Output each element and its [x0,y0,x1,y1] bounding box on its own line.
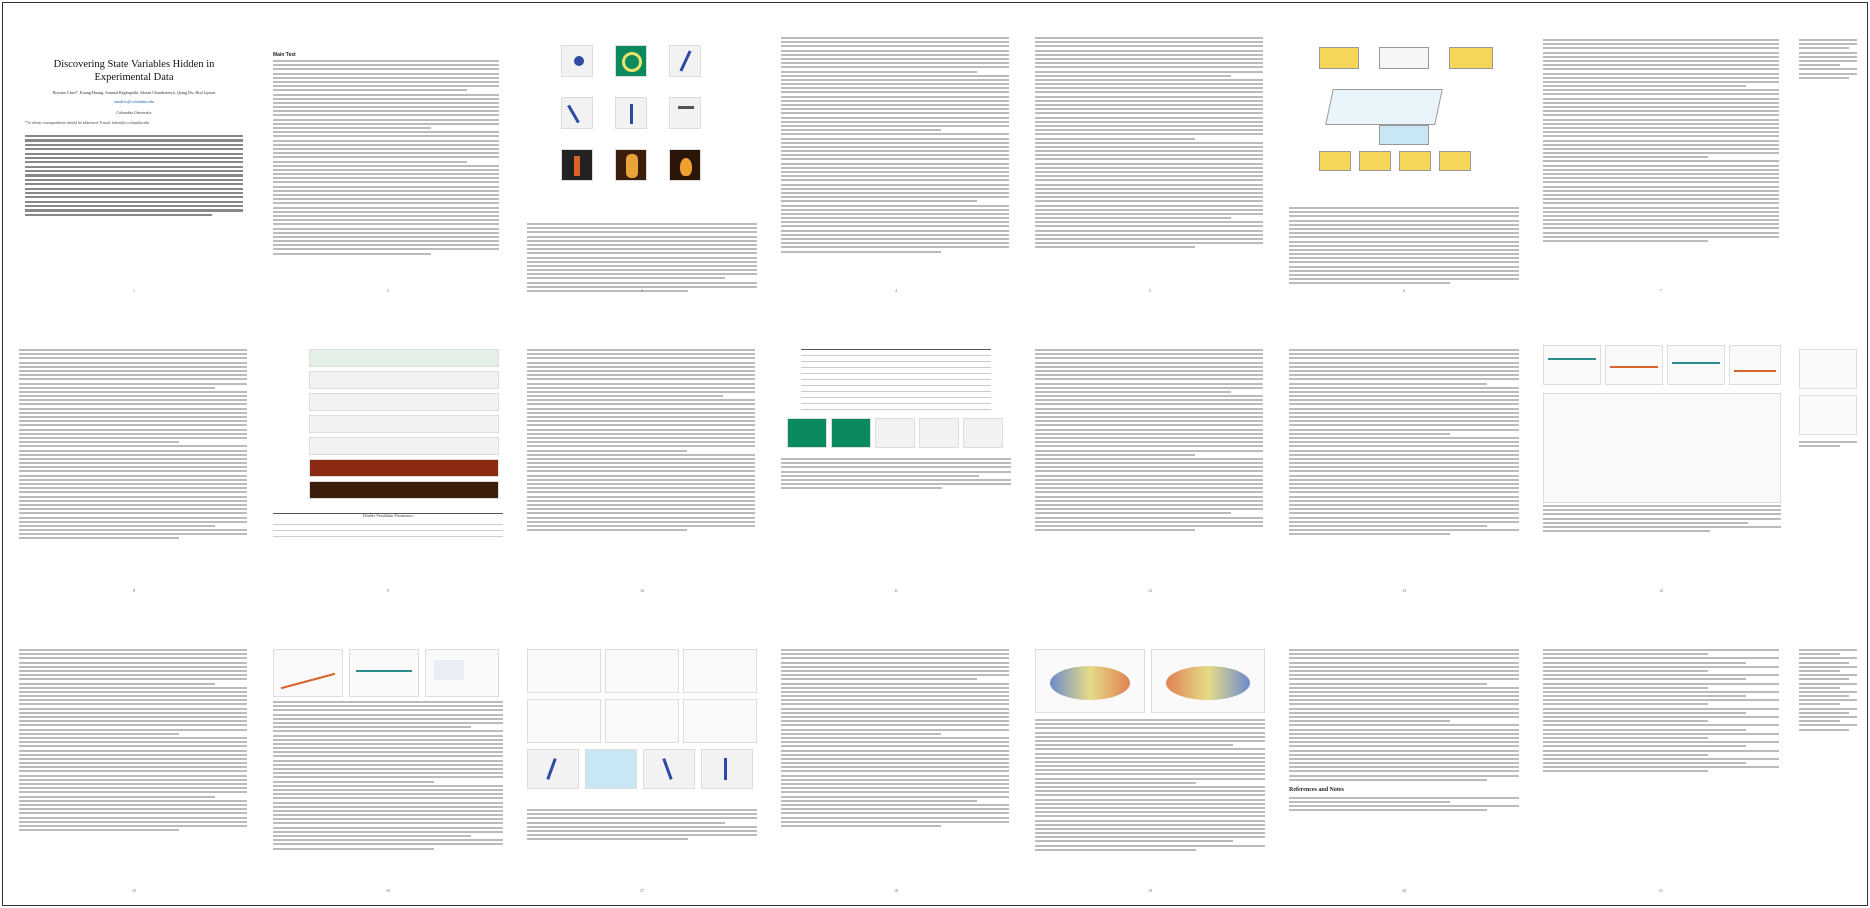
image-strip [781,418,1011,458]
page-number: 21 [1659,888,1663,893]
figure-panel-single-pendulum [669,45,701,77]
figure-caption [527,223,757,292]
page-3 [519,9,765,299]
figure-panel-double-pendulum [561,97,593,129]
page-number: 9 [387,588,389,593]
page-number: 4 [895,288,897,293]
page-21 [1535,609,1787,899]
page-15 [11,609,257,899]
page-edge-row2 [1795,309,1861,599]
page-number: 20 [1402,888,1406,893]
page-number: 17 [640,888,644,893]
figure-panel-pendulum [561,45,593,77]
page-number: 8 [133,588,135,593]
page-1 [11,9,257,299]
page-22 [1795,609,1861,899]
page-number: 2 [387,288,389,293]
page-edge-row1 [1795,9,1861,299]
figure-panel-swing [669,97,701,129]
page-13 [1281,309,1527,599]
references-heading: References and Notes [1289,786,1344,793]
page-19 [1027,609,1273,899]
page-2 [265,9,511,299]
page-number: 16 [386,888,390,893]
paper-title: Discovering State Variables Hidden in Experimental Data [53,59,215,83]
table-title: Double Pendulum Parameters [362,513,413,518]
page-10 [519,309,765,599]
figure-2-table [273,513,503,537]
figure-panel-air-dancer [561,149,593,181]
page-20 [1281,609,1527,899]
page-number: 1 [133,288,135,293]
page-17 [519,609,765,899]
page-11 [773,309,1019,599]
architecture-diagram [1289,39,1519,189]
figure-1-grid [527,45,757,215]
page-number: 18 [894,888,898,893]
reference-list [1543,649,1779,775]
page-6 [1281,9,1527,299]
page-5 [1027,9,1273,299]
figure-panel-reaction [615,45,647,77]
figure-panel-fire [669,149,701,181]
page-number: 10 [640,588,644,593]
page-number: 3 [641,288,643,293]
page-number: 5 [1149,288,1151,293]
document-frame [2,2,1868,906]
page-16 [265,609,511,899]
page-number: 13 [1402,588,1406,593]
page-18 [773,609,1019,899]
chart-grid [527,649,757,809]
results-table [801,349,991,410]
page-number: 7 [1660,288,1662,293]
chart-row [273,649,503,701]
figure-2-grid [273,349,503,509]
correspondence-note: *To whom correspondence should be addressed. E-mail: bchen@cs.columbia.edu. [25,121,151,125]
figure-caption [1289,207,1519,284]
surface-plots [1035,649,1265,719]
abstract [25,135,243,216]
page-14 [1535,309,1787,599]
page-9 [265,309,511,599]
author-email-link[interactable]: email.to@columbia.edu [113,98,155,104]
section-heading: Main Text [273,52,296,58]
page-number: 14 [1659,588,1663,593]
figure-panel-lava-lamp [615,149,647,181]
page-7 [1535,9,1787,299]
page-4 [773,9,1019,299]
page-number: 11 [894,588,898,593]
chart-grid [1543,345,1781,505]
affiliation: Columbia University [116,109,152,115]
page-number: 19 [1148,888,1152,893]
author-list: Boyuan Chen*, Kuang Huang, Sunand Raghupathi, Ishaan Chandratreya, Qiang Du, Hod Lipson [52,90,216,95]
page-12 [1027,309,1273,599]
page-8 [11,309,257,599]
page-number: 15 [132,888,136,893]
figure-panel-elastic [615,97,647,129]
page-number: 6 [1403,288,1405,293]
page-number: 12 [1148,588,1152,593]
